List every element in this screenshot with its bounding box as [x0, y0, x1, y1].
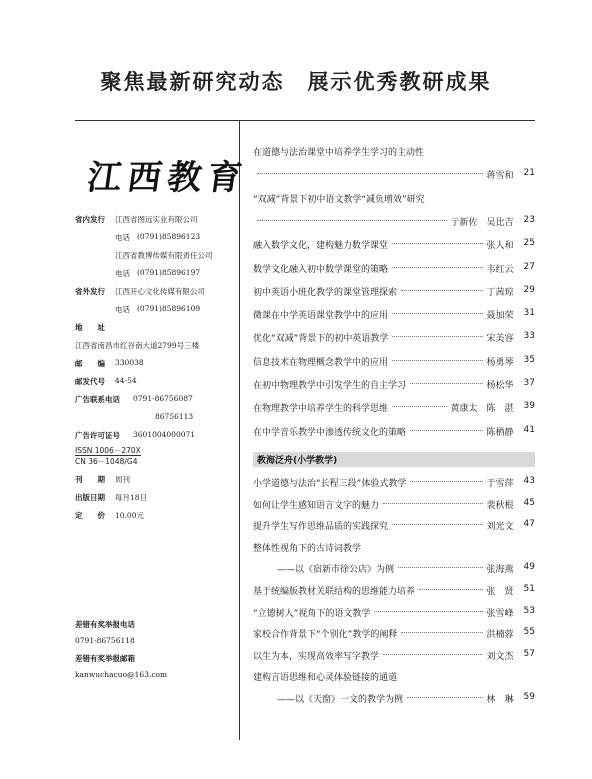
top-rule [75, 120, 535, 121]
toc-author: 韦红云 [486, 264, 514, 275]
toc-title: 家校合作背景下“个别化”教学的阐释 [253, 630, 398, 641]
toc-author: 陈栖静 [486, 427, 514, 438]
toc-author: 丁茜琼 [486, 287, 514, 298]
ad-tel-1: 0791-86756087 [133, 394, 193, 403]
toc-author: 杨勇琴 [486, 357, 514, 368]
toc-leader-dots [398, 567, 483, 568]
toc-author: 刘文杰 [486, 651, 514, 662]
toc-author: 黄康太 陈 湛 [450, 404, 514, 415]
toc-author: 宋美容 [486, 334, 514, 345]
toc-page: 43 [523, 476, 535, 486]
toc-title: ——以《宿新市徐公店》为例 [277, 565, 395, 576]
toc-leader-dots [419, 589, 483, 590]
date-label: 出版日期 [75, 493, 105, 502]
toc-page: 57 [523, 648, 535, 659]
toc-author: 张人和 [486, 241, 514, 252]
toc-author: 张海燕 [486, 565, 514, 576]
issn: ISSN 1006－270X [75, 446, 141, 455]
postcode-label: 邮 编 [75, 359, 105, 368]
toc-page: 53 [523, 605, 535, 616]
period-label: 刊 期 [75, 475, 105, 484]
tel-label-3: 电话 [115, 305, 130, 314]
toc-title: 基于统编版教材关联结构的思维能力培养 [253, 587, 416, 597]
tel-label-2: 电话 [115, 269, 130, 278]
toc-author: 张 贤 [486, 587, 514, 597]
toc-page: 23 [523, 214, 535, 225]
toc-title: 如何让学生感知语言文字的魅力 [253, 500, 380, 511]
toc-leader-dots [374, 611, 482, 612]
magazine-logo: 江西教育 [84, 158, 251, 198]
address-label: 地 址 [75, 323, 105, 332]
toc-leader-dots [392, 360, 483, 361]
toc-author: 张雪峰 [486, 608, 514, 619]
toc-title: 提升学生写作思维品质的实践探究 [253, 522, 389, 533]
toc-page: 59 [523, 692, 535, 702]
toc-title: 建构言语思维和心灵体验链接的通道 [253, 673, 398, 684]
toc-leader-dots [410, 430, 483, 431]
domestic-publisher-2: 江西省教博传媒有限责任公司 [115, 251, 213, 260]
toc-title: 在物理教学中培养学生的科学思维 [253, 404, 389, 415]
toc-leader-dots [257, 173, 483, 174]
toc-page: 27 [523, 261, 535, 272]
toc-leader-dots [401, 290, 483, 291]
toc-author: 洪楠蓉 [486, 630, 514, 641]
report-tel-label: 差错有奖举报电话 [75, 620, 135, 629]
toc-leader-dots [392, 313, 483, 314]
toc-leader-dots [392, 267, 483, 268]
section-title: 教海泛舟(小学教学) [257, 456, 338, 466]
toc-page: 31 [523, 308, 535, 319]
toc-page: 37 [523, 378, 535, 388]
foreign-label: 省外发行 [75, 287, 105, 296]
foreign-publisher-1: 江西开心文化传媒有限公司 [115, 287, 205, 296]
toc-page: 35 [523, 354, 535, 365]
toc-page: 47 [523, 519, 535, 530]
toc-leader-dots [392, 406, 447, 407]
cn-number: CN 36－1048/G4 [75, 457, 138, 466]
ad-tel-2: 86756113 [155, 412, 194, 421]
toc-author: 林 琳 [486, 695, 514, 705]
toc-leader-dots [383, 503, 483, 504]
toc-author: 杨松华 [486, 381, 514, 391]
toc-author: 蒋雪和 [486, 171, 514, 182]
toc-title: 整体性视角下的古诗词教学 [253, 543, 362, 554]
price-label: 定 价 [75, 511, 105, 520]
mail-code-label: 邮发代号 [75, 377, 105, 386]
toc-page: 45 [523, 497, 535, 508]
toc-author: 于雪萍 [486, 479, 514, 489]
toc-page: 39 [523, 401, 535, 412]
toc-title: 信息技术在物理概念教学中的应用 [253, 357, 389, 368]
issn-rule [75, 455, 141, 456]
toc-page: 49 [523, 562, 535, 573]
toc-title: 在道德与法治课堂中培养学生学习的主动性 [253, 148, 425, 158]
toc-title: 微课在中学英语课堂教学中的应用 [253, 311, 389, 322]
toc-leader-dots [392, 524, 483, 525]
toc-page: 51 [523, 584, 535, 594]
postcode-value: 330038 [115, 358, 144, 367]
section-header [253, 452, 535, 467]
toc-page: 21 [523, 168, 535, 179]
toc-title: 以生为本，实现高效率写字教学 [253, 651, 380, 662]
domestic-2-tel: (0791)85896197 [137, 268, 201, 277]
toc-author: 聂加荣 [486, 311, 514, 322]
report-tel: 0791-86756118 [75, 636, 135, 645]
report-email-label: 差错有奖举报邮箱 [75, 654, 135, 663]
domestic-label: 省内发行 [75, 215, 105, 224]
toc-title: ——以《天窗》一文的教学为例 [277, 695, 404, 705]
period-value: 周刊 [115, 475, 130, 484]
foreign-1-tel: (0791)85896109 [137, 304, 201, 313]
ad-license-value: 3601004000071 [133, 430, 196, 439]
toc-leader-dots [401, 632, 482, 633]
mail-code-value: 44-54 [115, 376, 137, 385]
banner: 聚焦最新研究动态 展示优秀教研成果 [100, 70, 492, 94]
toc-leader-dots [257, 220, 447, 221]
toc-title: “双减”背景下初中语文教学“减负增效”研究 [253, 194, 425, 205]
toc-author: 亍新佐 吴比吉 [450, 217, 514, 228]
domestic-publisher-1: 江西省图远实业有限公司 [115, 215, 198, 224]
toc-author: 裴秋根 [486, 500, 514, 511]
toc-author: 刘光文 [486, 522, 514, 533]
ad-tel-label: 广告联系电话 [75, 395, 120, 404]
toc-title: 优化“双减”背景下的初中英语教学 [253, 334, 389, 345]
toc-page: 55 [523, 627, 535, 638]
tel-label: 电话 [115, 233, 130, 242]
toc-title: 数学文化融入初中数学课堂的策略 [253, 264, 389, 275]
toc-leader-dots [407, 697, 483, 698]
toc-title: 在中学音乐教学中渗透传统文化的策略 [253, 427, 407, 438]
toc-title: 融入数学文化，建构魅力数学课堂 [253, 241, 389, 252]
toc-page: 41 [523, 424, 535, 435]
toc-page: 33 [523, 331, 535, 342]
domestic-1-tel: (0791)85896123 [137, 232, 201, 241]
toc-leader-dots [410, 481, 482, 482]
toc-title: 初中英语小班化教学的课堂管理探索 [253, 287, 398, 298]
toc-leader-dots [392, 336, 482, 337]
toc-title: 在初中物理教学中引发学生的自主学习 [253, 381, 407, 391]
toc-leader-dots [392, 243, 483, 244]
toc-page: 29 [523, 284, 535, 295]
column-divider [239, 120, 240, 740]
ad-license-label: 广告许可证号 [75, 431, 120, 440]
toc-title: 小学道德与法治“长程三段”体验式教学 [253, 479, 407, 489]
toc-leader-dots [410, 383, 483, 384]
toc-leader-dots [383, 654, 483, 655]
date-value: 每月18日 [115, 493, 148, 502]
report-email: kanwuchacuo@163.com [75, 670, 168, 679]
price-value: 10.00元 [115, 511, 144, 520]
toc-page: 25 [523, 238, 535, 249]
toc-title: “立德树人”视角下的语文教学 [253, 608, 371, 619]
address-value: 江西省南昌市红谷南大道2799号三楼 [75, 341, 200, 350]
